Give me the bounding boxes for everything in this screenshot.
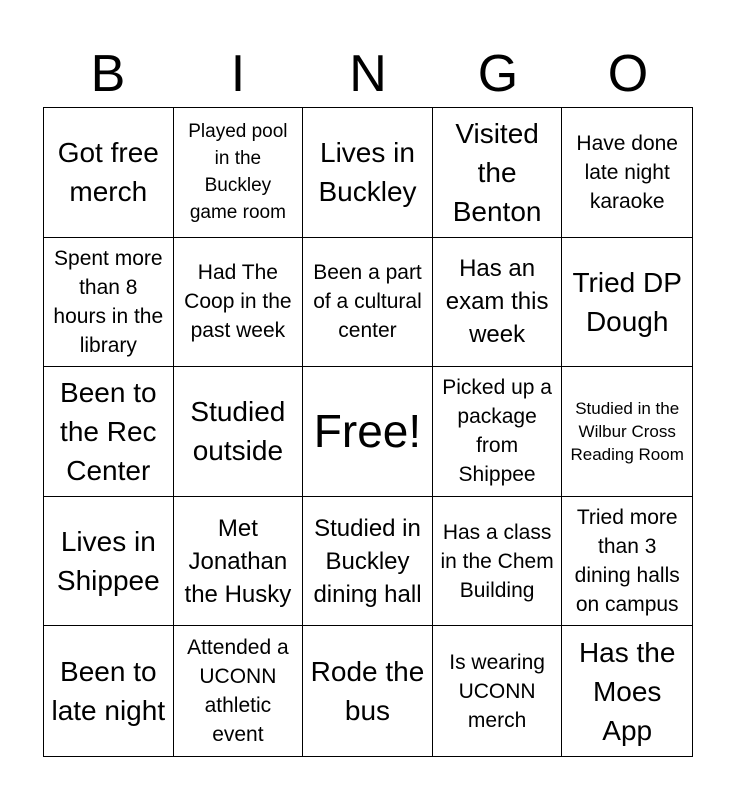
bingo-cell[interactable]: Has a class in the Chem Building [433,497,563,627]
bingo-cell[interactable]: Studied in the Wilbur Cross Reading Room [562,367,692,497]
bingo-cell[interactable]: Has the Moes App [578,636,676,746]
bingo-header [43,40,693,108]
bingo-cell[interactable]: Been a part of a cultural center [303,238,433,368]
bingo-cell[interactable]: Played pool in the Buckley game room [174,108,304,238]
bingo-cell[interactable]: Lives in Buckley [303,108,433,238]
header-letter-o: O [607,45,649,103]
bingo-cell[interactable]: Has an exam this week [433,238,563,368]
bingo-board [43,107,693,757]
bingo-cell[interactable]: Rode the bus [303,626,433,756]
header-letter-n: N [349,45,387,103]
free-space-cell[interactable]: Free! [303,367,433,497]
bingo-cell[interactable]: Tried DP Dough [562,238,692,368]
bingo-cell[interactable]: Tried more than 3 dining halls on campus [562,497,692,627]
bingo-cell[interactable]: Spent more than 8 hours in the library [44,238,174,368]
bingo-cell[interactable]: Picked up a package from Shippee [433,367,563,497]
header-letter-b: B [90,45,126,103]
header-letter-g: G [477,45,519,103]
bingo-cell[interactable]: Lives in Shippee [44,497,174,627]
header-letter-i: I [230,45,246,103]
bingo-cell[interactable]: Had The Coop in the past week [174,238,304,368]
bingo-cell[interactable]: Studied outside [174,367,304,497]
bingo-cell[interactable]: Been to the Rec Center [44,367,174,497]
bingo-cell[interactable]: Attended a UCONN athletic event [174,626,304,756]
bingo-cell[interactable]: Met Jonathan the Husky [174,497,304,627]
bingo-cell[interactable]: Got free merch [44,108,174,238]
bingo-cell[interactable]: Studied in Buckley dining hall [303,497,433,627]
bingo-cell[interactable]: Is wearing UCONN merch [433,626,563,756]
bingo-cell[interactable]: Have done late night karaoke [562,108,692,238]
bingo-cell[interactable]: Been to late night [44,626,174,756]
bingo-cell[interactable]: Visited the Benton [433,108,563,238]
